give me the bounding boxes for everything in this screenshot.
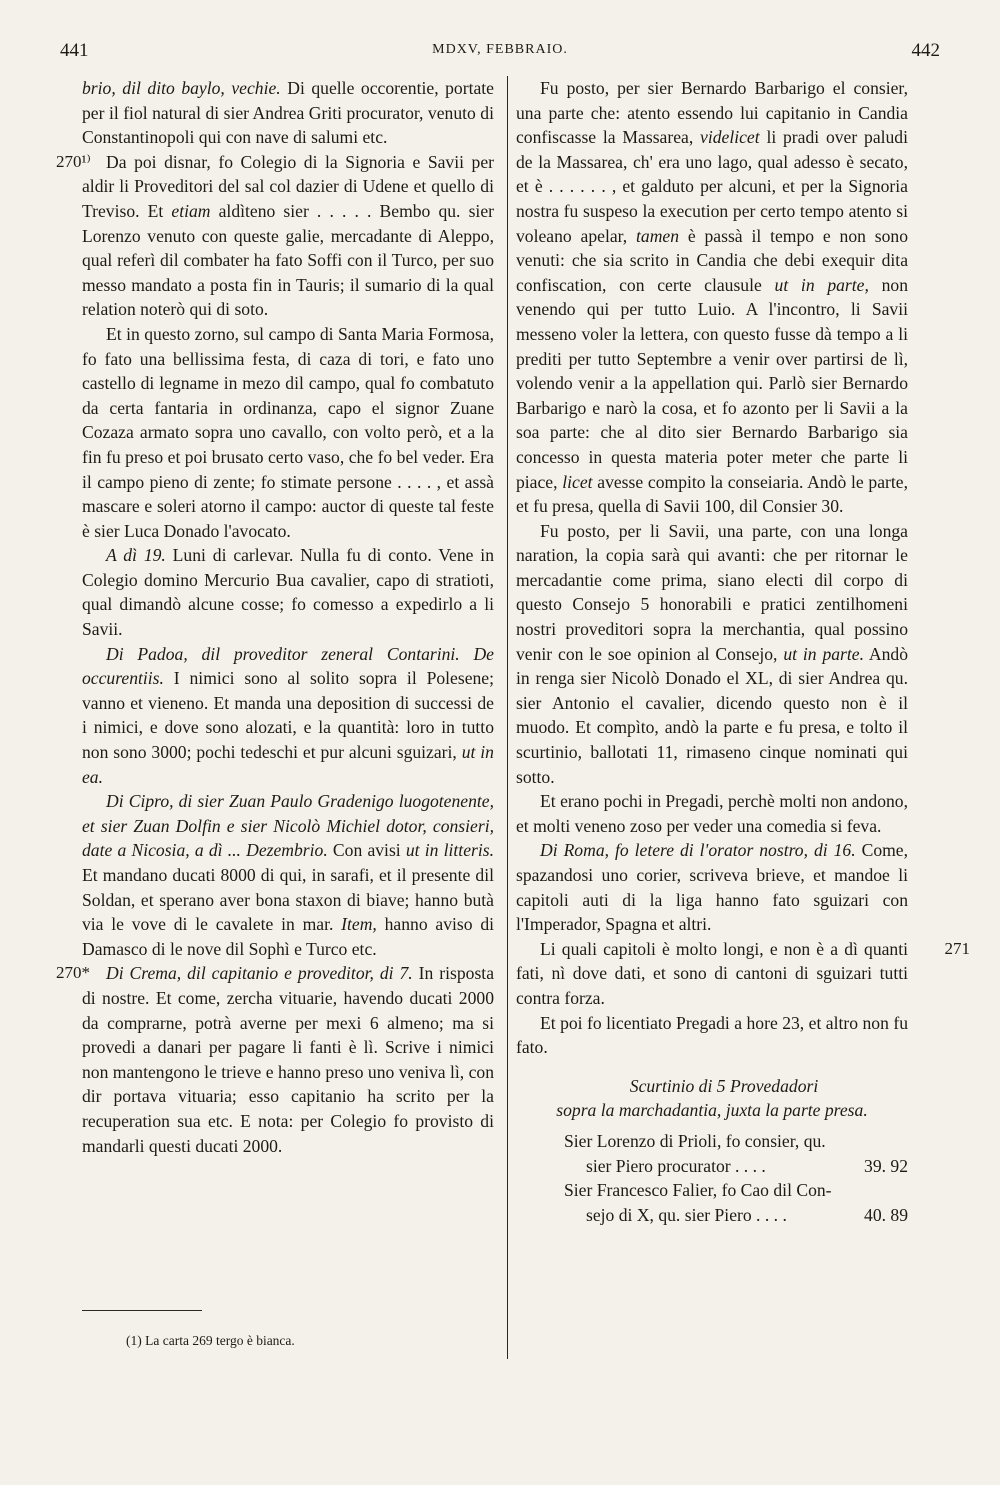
paragraph — [82, 642, 494, 790]
scrutiny-list — [516, 1129, 908, 1227]
body-text: Luni di carlevar. Nulla fu di conto. Vene in Colegio domino Mercurio Bua cavalier, capo di stratioti, qual dimandò alcune cosse; fo comesso a expedirlo a li Savii. — [82, 545, 494, 640]
body-text: li pradi over paludi de la Massarea, ch' era uno lago, qual adesso è secato, et è . . . . . . , et galduto per alcuni, et per la Signoria nostra fu suspeso la execution per certo tempo atento si voleano apelar, — [516, 127, 908, 246]
scrutiny-name: sier Piero procurator . . . . — [586, 1155, 766, 1176]
italic-text: A dì 19. — [106, 545, 166, 566]
body-text: è passà il tempo e non sono venuti: che sia scrito in Candia che debi exequir dita confiscation, con certe clausule — [516, 225, 908, 295]
paragraph: Et erano pochi in Pregadi, perchè molti non andono, et molti veneno zoso per veder una comedia si feva. — [516, 791, 908, 836]
body-text: Li quali capitoli è molto longi, e non è a dì quanti fati, nì dove dati, et sono di cantoni di sguizari tutti contra forza. — [516, 938, 908, 1008]
italic-text: videlicet — [700, 127, 760, 148]
footnote-rule — [82, 1310, 202, 1311]
body-text: aldìteno sier . . . . . Bembo qu. sier Lorenzo venuto con queste galie, mercadante di Aleppo, qual referì dil combater ha fato Soffi con il Turco, per suo messo mandato a posta fin in Tauris; il sumario di la qual relation noterò qui di soto. — [82, 200, 494, 320]
body-text: hanno aviso di Damasco di le nove dil Sophì e Turco etc. — [82, 914, 495, 959]
body-text: Con avisi — [327, 840, 406, 861]
italic-text: tamen — [636, 225, 680, 246]
italic-text: Di Crema, dil capitanio e proveditor, di 7. — [106, 963, 413, 984]
italic-text: Di Roma, fo letere di l'orator nostro, di 16. — [540, 840, 856, 861]
paragraph — [82, 789, 494, 961]
italic-text: etiam — [171, 200, 211, 221]
body-text: Fu posto, per li Savii, una parte, con una longa naration, la copia sarà qui avanti: che per ritornar le mercadantie come prima, siano electi dil corpo di questo Consejo 5 honorabili e pratici zentilhomeni nostri proveditori sopra la merchantia, qual possino venir con le soe opinion al Consejo, — [516, 520, 908, 664]
body-text: Come, spazandosi uno corier, scriveva brieve, et mandoe li capitoli auti di la liga hanno fato sguizari con l'Imperador, Spagna et altri. — [516, 840, 909, 935]
italic-text: Item, — [341, 914, 377, 935]
body-text: Da poi disnar, fo Colegio di la Signoria e Savii per aldir li Proveditori del sal col dazier di Udene et quello di Treviso. Et — [82, 151, 494, 221]
heading-line: sopra la marchadantia, juxta la parte presa. — [556, 1100, 868, 1121]
vote-count: 40. 89 — [864, 1204, 908, 1225]
paragraph: Et in questo zorno, sul campo di Santa Maria Formosa, fo fato una bellissima festa, di caza di tori, e fato uno castello di legname in mezo dil campo, qual fo combatuto da certa fantaria in ordinanza, capo el signor Zuane Cozaza armato sopra uno cavallo, con volto però, et a la fin fu preso et poi brusato certo vaso, che fo bel veder. Era il campo pieno di zente; fo stimate persone . . . . , et assà mascare e soleri atorno il campo: auctor di queste tal feste è sier Luca Donado l'avocato. — [82, 323, 494, 541]
margin-note: 271 — [944, 938, 970, 958]
vote-count: 39. 92 — [864, 1155, 908, 1176]
column-divider — [507, 76, 508, 1359]
paragraph — [516, 838, 908, 936]
italic-text: Di Padoa, dil proveditor zeneral Contarini. De occurentiis. — [82, 643, 494, 689]
heading-line: Scurtinio di 5 Provedadori — [629, 1075, 819, 1096]
italic-text: Di Cipro, di sier Zuan Paulo Gradenigo luogotenente, et sier Zuan Dolfin e sier Nicolò Michiel dotor, consieri, date a Nicosia, a dì ... Dezembrio. — [82, 791, 494, 861]
running-title: MDXV, FEBBRAIO. — [432, 42, 568, 57]
scrutiny-line — [516, 1154, 908, 1179]
paragraph — [516, 937, 970, 1011]
italic-text: brio, dil dito baylo, vechie. — [82, 78, 281, 98]
scrutiny-entry — [516, 1178, 908, 1227]
italic-text: ut in litteris. — [405, 840, 494, 861]
left-column — [56, 76, 495, 1158]
body-text: Fu posto, per sier Bernardo Barbarigo el consier, una parte che: atento essendo lui capitanio in Candia confiscasse la Massarea, — [516, 78, 908, 148]
scrutiny-name: sejo di X, qu. sier Piero . . . . — [586, 1204, 787, 1225]
body-text: non venendo qui per tutto Luio. A l'incontro, li Savii messeno voler la lettera, con questo fusse dà tempo a li prediti per tutto Septembre a venir over partirsi de lì, volendo venir a la appellation qui. Parlò sier Bernardo Barbarigo e narò la cosa, et fo azonto per li Savii a la soa parte: che al dito sier Bernardo Barbarigo sia concesso in questa materia poter meter che parte li piace, — [516, 274, 908, 492]
paragraph — [516, 519, 908, 790]
paragraph — [56, 150, 494, 322]
page-number-right: 442 — [911, 40, 940, 61]
scrutiny-line — [516, 1203, 908, 1228]
paragraph — [82, 76, 494, 150]
body-text: Di quelle occorentie, portate per il fiol natural di sier Andrea Griti procurator, venuto di Constantinopoli qui con nave di salumi etc. — [82, 78, 494, 148]
paragraph — [82, 543, 494, 641]
body-text: In risposta di nostre. Et come, zercha vituarie, havendo ducati 2000 da comprarne, potrà averne per mexi 6 almeno; ma si provedi a danari per pagare li fanti è lì. Scrive i nimici non mantengono le trieve e hanno preso uno veniva lì, con dir portava vituaria; esso capitanio ha scrito per la recuperation sua etc. E nota: per Colegio fo provisto di mandarli questi ducati 2000. — [82, 963, 494, 1156]
scrutiny-entry — [516, 1129, 908, 1178]
right-column — [516, 76, 970, 1227]
body-text: Et mandano ducati 8000 di qui, in sarafi, et il presente dil Soldan, et sperano aver bona staxon di biave; hanno butà via le vove di le cavalete in mar. — [82, 865, 494, 935]
margin-note: 270* — [56, 963, 90, 983]
body-text: avesse compito la conseiaria. Andò le parte, et fu presa, quella di Savii 100, dil Consier 30. — [516, 471, 908, 517]
paragraph — [56, 961, 494, 1158]
body-text: I nimici sono al solito sopra il Polesene; vanno et vieneno. Et manda una deposition di successi de i nimici, e dove sono alozati, e la quantità: loro in tutto non sono 3000; pochi tedeschi et pur alcuni sguizari, — [82, 668, 494, 763]
paragraph: Et poi fo licentiato Pregadi a hore 23, et altro non fu fato. — [516, 1012, 908, 1058]
body-text: Andò in renga sier Nicolò Donado el XL, di sier Andrea qu. sier Antonio el cavalier, dicendo questo non è il muodo. Et compìto, andò la parte e fu presa, e tolto il scurtinio, ballotati 11, rimaseno cinque nominati qui sotto. — [516, 643, 908, 787]
paragraph — [516, 76, 908, 519]
margin-note: 270¹⁾ — [56, 151, 91, 171]
italic-text: ut in ea. — [82, 742, 494, 787]
section-heading — [516, 1074, 908, 1123]
footnote: (1) La carta 269 tergo è bianca. — [126, 1333, 295, 1348]
italic-text: ut in parte. — [783, 643, 864, 664]
italic-text: ut in parte, — [774, 274, 869, 295]
italic-text: licet — [562, 471, 593, 492]
scrutiny-line: Sier Lorenzo di Prioli, fo consier, qu. — [564, 1130, 826, 1151]
scrutiny-line: Sier Francesco Falier, fo Cao dil Con- — [564, 1180, 832, 1201]
page-number-left: 441 — [60, 40, 89, 61]
page-header — [60, 40, 940, 70]
